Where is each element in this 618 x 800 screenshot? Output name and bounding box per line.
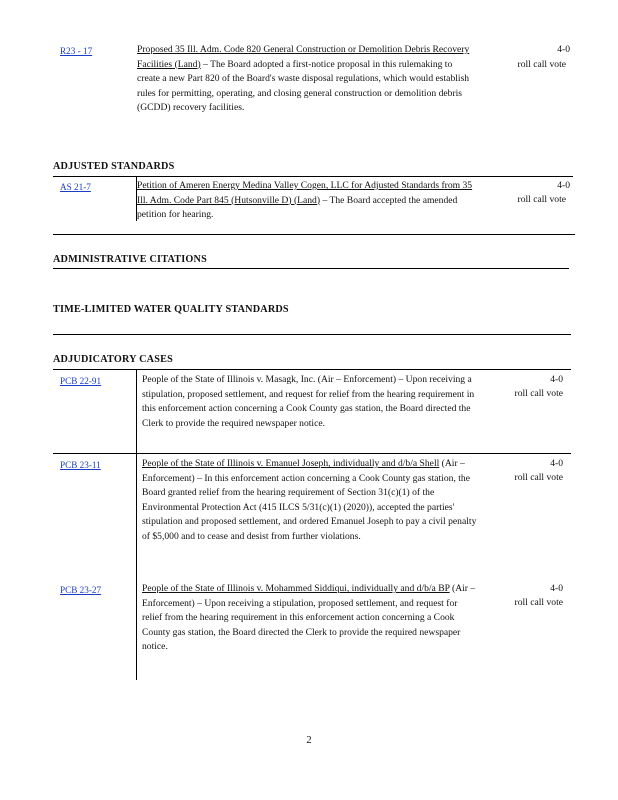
item-title: People of the State of Illinois v. Mohammed Siddiqui, individually and d/b/a BP: [142, 583, 450, 594]
divider: [53, 268, 569, 269]
docket-link-pcb22-91[interactable]: PCB 22-91: [60, 376, 102, 386]
section-heading-adjusted-standards: ADJUSTED STANDARDS: [53, 161, 175, 172]
section-heading-adjudicatory-cases: ADJUDICATORY CASES: [53, 354, 173, 365]
docket-link-pcb23-27[interactable]: PCB 23-27: [60, 585, 102, 595]
column-divider: [136, 369, 137, 680]
vote-count: 4-0: [550, 583, 563, 594]
item-description: [142, 582, 478, 655]
divider: [53, 234, 575, 235]
vote-type: roll call vote: [517, 194, 566, 205]
vote-count: 4-0: [557, 180, 570, 191]
item-summary: (Air – Enforcement) – Upon receiving a stipulation, proposed settlement, and request for relief from the hearing requirement in this enforcement action concerning a Cook County gas station, the Board directed the Clerk to provide the required newspaper notice.: [142, 583, 476, 653]
docket-link-r23-17[interactable]: R23 - 17: [60, 46, 93, 56]
section-heading-administrative-citations: ADMINISTRATIVE CITATIONS: [53, 254, 207, 265]
divider: [53, 176, 573, 177]
item-summary: – The Board adopted a first-notice proposal in this rulemaking to create a new Part 820 of the Board's waste disposal regulations, which would establish rules for permitting, operating, and closing general construction or demolition debris (GCDD) recovery facilities.: [137, 58, 470, 114]
vote-count: 4-0: [557, 44, 570, 55]
divider: [53, 334, 571, 335]
docket-link-pcb23-11[interactable]: PCB 23-11: [60, 460, 101, 470]
vote-type: roll call vote: [517, 59, 566, 70]
item-description: [137, 43, 473, 116]
item-title: Petition of Ameren Energy Medina Valley Cogen, LLC for Adjusted Standards from 35 Ill. Adm. Code Part 845 (Hutsonville D) (Land): [137, 180, 473, 206]
divider: [53, 453, 571, 454]
item-description: [137, 179, 473, 223]
vote-type: roll call vote: [514, 388, 563, 399]
item-title: Proposed 35 Ill. Adm. Code 820 General Construction or Demolition Debris Recovery Facilities (Land): [137, 44, 470, 70]
vote-count: 4-0: [550, 374, 563, 385]
page-number: 2: [306, 735, 312, 746]
item-description: [142, 457, 478, 545]
item-description: [142, 373, 478, 431]
vote-type: roll call vote: [514, 597, 563, 608]
divider: [53, 369, 571, 370]
docket-link-as21-7[interactable]: AS 21-7: [60, 182, 91, 192]
item-summary: – The Board accepted the amended petition for hearing.: [137, 194, 458, 221]
section-heading-time-limited-water-quality-standards: TIME-LIMITED WATER QUALITY STANDARDS: [53, 304, 289, 315]
item-summary: (Air – Enforcement) – In this enforcement action concerning a Cook County gas station, the Board granted relief from the hearing requirement of Section 31(c)(1) of the Environmental Protection Act (415 ILCS 5/31(c)(1) (2020)), accepted the parties' stipulation and proposed settlement, and ordered Emanuel Joseph to pay a civil penalty of $5,000 and to cease and desist from further violations.: [142, 458, 477, 542]
vote-type: roll call vote: [514, 472, 563, 483]
item-summary: People of the State of Illinois v. Masagk, Inc. (Air – Enforcement) – Upon receiving a stipulation, proposed settlement, and request for relief from the hearing requirement in this enforcement action concerning a Cook County gas station, the Board directed the Clerk to provide the required newspaper notice.: [142, 374, 475, 429]
item-title: People of the State of Illinois v. Emanuel Joseph, individually and d/b/a Shell: [142, 458, 440, 469]
vote-count: 4-0: [550, 458, 563, 469]
